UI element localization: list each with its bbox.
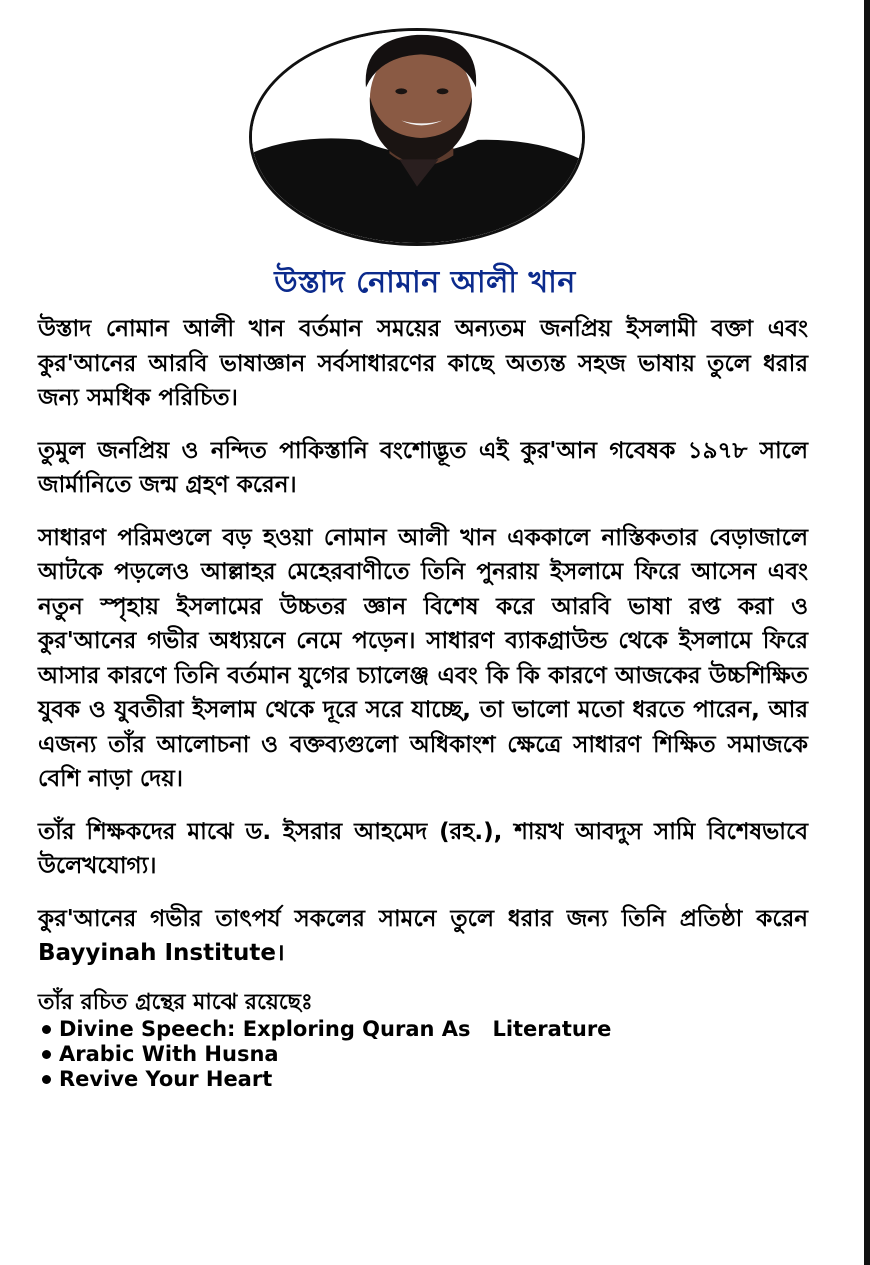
book-list [38,1017,808,1092]
books-heading: তাঁর রচিত গ্রন্থের মাঝে রয়েছেঃ [38,989,313,1015]
paragraph: তুমুল জনপ্রিয় ও নন্দিত পাকিস্তানি বংশোদ্ভূত এই কুর'আন গবেষক ১৯৭৮ সালে জার্মানিতে জন্ম গ্রহণ করেন। [38,437,808,498]
paragraph: উস্তাদ নোমান আলী খান বর্তমান সময়ের অন্যতম জনপ্রিয় ইসলামী বক্তা এবং কুর'আনের আরবি ভাষাজ্ঞান সর্বসাধারণের কাছে অত্যন্ত সহজ ভাষায় তুলে ধরার জন্য সমধিক পরিচিত। [38,316,808,411]
book-title: Arabic With Husna [59,1041,279,1066]
list-item [38,1017,808,1042]
list-item [38,1067,808,1092]
bullet-icon [42,1075,51,1084]
paragraph: কুর'আনের গভীর তাৎপর্য সকলের সামনে তুলে ধরার জন্য তিনি প্রতিষ্ঠা করেন Bayyinah Institute। [38,905,808,966]
profile-photo [249,28,585,246]
paragraph: সাধারণ পরিমণ্ডলে বড় হওয়া নোমান আলী খান এককালে নাস্তিকতার বেড়াজালে আটকে পড়লেও আল্লাহর মেহেরবাণীতে তিনি পুনরায় ইসলামে ফিরে আসেন এবং নতুন স্পৃহায় ইসলামের উচ্চতর জ্ঞান বিশেষ করে আরবি ভাষা রপ্ত করা ও কুর'আনের গভীর অধ্যয়নে নেমে পড়েন। সাধারণ ব্যাকগ্রাউন্ড থেকে ইসলামে ফিরে আসার কারণে তিনি বর্তমান যুগের চ্যালেঞ্জ এবং কি কি কারণে আজকের উচ্চশিক্ষিত যুবক ও যুবতীরা ইসলাম থেকে দূরে সরে যাচ্ছে, তা ভালো মতো ধরতে পারেন, আর এজন্য তাঁর আলোচনা ও বক্তব্যগুলো অধিকাংশ ক্ষেত্রে সাধারণ শিক্ষিত সমাজকে বেশি নাড়া দেয়। [38,524,808,792]
right-edge-rule [864,0,870,1265]
biography-body [38,312,808,1092]
book-title: Divine Speech: Exploring Quran As Literature [59,1016,612,1041]
list-item [38,1042,808,1067]
book-title: Revive Your Heart [59,1066,273,1091]
page-title: উস্তাদ নোমান আলী খান [274,265,576,300]
bullet-icon [42,1025,51,1034]
paragraph: তাঁর শিক্ষকদের মাঝে ড. ইসরার আহমেদ (রহ.), শায়খ আবদুস সামি বিশেষভাবে উলেখযোগ্য। [38,818,808,879]
bullet-icon [42,1050,51,1059]
